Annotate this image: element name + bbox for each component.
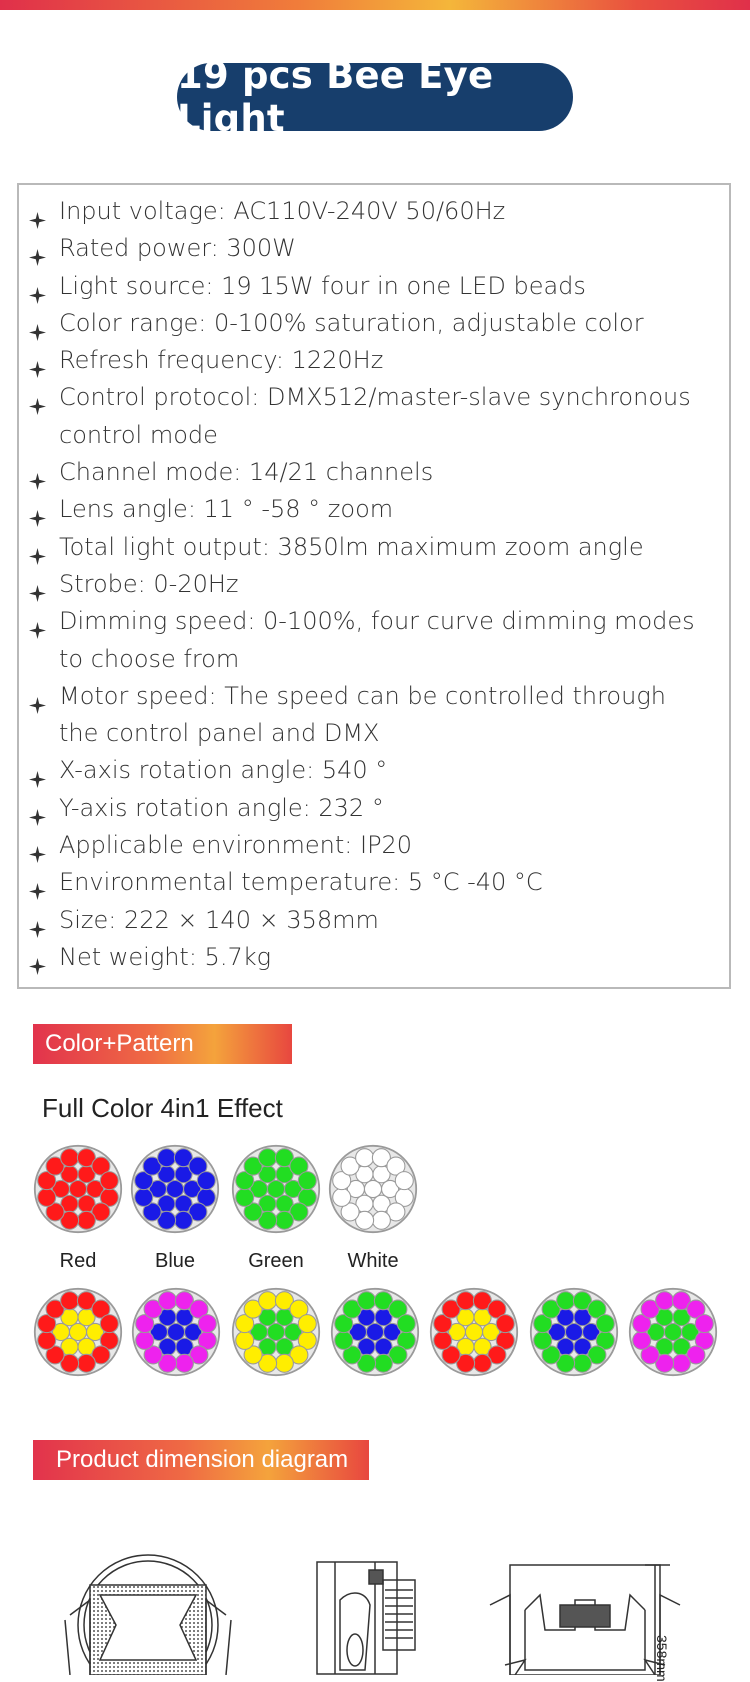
led-bead	[573, 1354, 591, 1372]
spec-text: Dimming speed: 0-100%, four curve dimming modes to choose from	[59, 607, 695, 673]
color-label: Green	[248, 1250, 304, 1272]
spec-item	[19, 454, 729, 491]
color-label: Red	[59, 1250, 97, 1272]
led-pattern-icon	[429, 1287, 519, 1377]
led-bead	[100, 1315, 118, 1333]
led-bead	[565, 1323, 582, 1340]
led-pattern-icon	[330, 1287, 420, 1377]
spec-item	[19, 603, 729, 678]
led-bead	[100, 1172, 118, 1190]
led-bead	[267, 1180, 284, 1197]
led-pattern-icon	[529, 1287, 619, 1377]
led-bead	[695, 1315, 713, 1333]
led-bead	[473, 1354, 491, 1372]
led-array-icon	[33, 1144, 123, 1234]
led-array-icon	[130, 1144, 220, 1234]
spec-item	[19, 902, 729, 939]
led-bead	[496, 1315, 514, 1333]
spec-item	[19, 939, 729, 976]
color-label: Blue	[154, 1250, 196, 1272]
pattern-swatch	[131, 1287, 221, 1377]
spec-item	[19, 379, 729, 454]
four-point-star-icon	[29, 912, 46, 929]
color-swatch-white	[328, 1144, 418, 1234]
spec-text: Control protocol: DMX512/master-slave synchronous control mode	[59, 383, 691, 449]
led-bead	[397, 1315, 415, 1333]
four-point-star-icon	[29, 352, 46, 369]
four-point-star-icon	[29, 539, 46, 556]
pattern-swatch	[429, 1287, 519, 1377]
led-bead	[174, 1211, 192, 1229]
led-bead	[259, 1149, 277, 1167]
spec-item	[19, 491, 729, 528]
led-bead	[77, 1211, 95, 1229]
spec-text: Y-axis rotation angle: 232 °	[59, 793, 384, 822]
spec-text: Strobe: 0-20Hz	[59, 569, 239, 598]
color-swatch-red	[33, 1144, 123, 1234]
four-point-star-icon	[29, 837, 46, 854]
led-bead	[38, 1188, 56, 1206]
led-bead	[298, 1315, 316, 1333]
spec-item	[19, 342, 729, 379]
color-effect-subtitle: Full Color 4in1 Effect	[42, 1093, 283, 1123]
four-point-star-icon	[29, 613, 46, 630]
led-bead	[236, 1331, 254, 1349]
led-bead	[167, 1323, 184, 1340]
led-bead	[298, 1172, 316, 1190]
spec-text: X-axis rotation angle: 540 °	[59, 756, 388, 785]
spec-item	[19, 566, 729, 603]
led-bead	[333, 1188, 351, 1206]
led-bead	[275, 1211, 293, 1229]
led-bead	[166, 1180, 183, 1197]
four-point-star-icon	[29, 576, 46, 593]
led-bead	[135, 1188, 153, 1206]
led-bead	[534, 1331, 552, 1349]
led-bead	[457, 1292, 475, 1310]
led-bead	[633, 1331, 651, 1349]
pattern-swatch	[628, 1287, 718, 1377]
spec-item	[19, 864, 729, 901]
spec-text: Lens angle: 11 ° -58 ° zoom	[59, 495, 394, 524]
four-point-star-icon	[29, 315, 46, 332]
spec-text: Total light output: 3850lm maximum zoom angle	[59, 532, 644, 561]
led-bead	[672, 1354, 690, 1372]
led-bead	[69, 1180, 86, 1197]
spec-item	[19, 790, 729, 827]
spec-item	[19, 827, 729, 864]
spec-text: Input voltage: AC110V-240V 50/60Hz	[59, 197, 506, 225]
four-point-star-icon	[29, 949, 46, 966]
spec-text: Net weight: 5.7kg	[59, 942, 272, 971]
led-array-icon	[328, 1144, 418, 1234]
led-bead	[136, 1331, 154, 1349]
spec-text: Color range: 0-100% saturation, adjustable color	[59, 308, 644, 337]
led-bead	[364, 1180, 381, 1197]
spec-text: Channel mode: 14/21 channels	[59, 458, 434, 487]
led-bead	[465, 1323, 482, 1340]
pattern-swatch	[330, 1287, 420, 1377]
four-point-star-icon	[29, 203, 46, 220]
led-pattern-icon	[131, 1287, 221, 1377]
led-pattern-icon	[33, 1287, 123, 1377]
four-point-star-icon	[29, 800, 46, 817]
spec-list	[19, 185, 729, 976]
spec-item	[19, 230, 729, 267]
led-bead	[159, 1292, 177, 1310]
led-bead	[38, 1331, 56, 1349]
led-bead	[335, 1331, 353, 1349]
led-bead	[434, 1331, 452, 1349]
spec-item	[19, 752, 729, 789]
color-swatch-green	[231, 1144, 321, 1234]
spec-text: Light source: 19 15W four in one LED beads	[59, 271, 586, 300]
spec-box	[17, 183, 731, 989]
led-bead	[197, 1172, 215, 1190]
led-bead	[557, 1292, 575, 1310]
led-bead	[358, 1292, 376, 1310]
dimension-banner: Product dimension diagram	[33, 1440, 369, 1480]
led-bead	[61, 1149, 79, 1167]
spec-text: Size: 222 × 140 × 358mm	[59, 905, 379, 934]
pattern-swatch	[231, 1287, 321, 1377]
spec-item	[19, 305, 729, 342]
led-bead	[175, 1354, 193, 1372]
led-pattern-icon	[231, 1287, 321, 1377]
color-pattern-banner: Color+Pattern	[33, 1024, 292, 1064]
led-bead	[61, 1292, 79, 1310]
spec-text: Environmental temperature: 5 °C -40 °C	[59, 868, 543, 897]
led-bead	[267, 1323, 284, 1340]
led-bead	[236, 1188, 254, 1206]
led-pattern-icon	[628, 1287, 718, 1377]
spec-text: Applicable environment: IP20	[59, 831, 413, 860]
color-label: White	[347, 1250, 399, 1272]
spec-item	[19, 193, 729, 230]
led-array-icon	[231, 1144, 321, 1234]
spec-text: Motor speed: The speed can be controlled through the control panel and DMX	[59, 681, 666, 748]
led-bead	[356, 1149, 374, 1167]
spec-text: Refresh frequency: 1220Hz	[59, 346, 384, 375]
four-point-star-icon	[29, 762, 46, 779]
front-view-diagram	[60, 1545, 235, 1675]
led-bead	[374, 1354, 392, 1372]
spec-item	[19, 529, 729, 566]
led-bead	[275, 1354, 293, 1372]
led-bead	[158, 1149, 176, 1167]
spec-text: Rated power: 300W	[59, 234, 296, 263]
led-bead	[664, 1323, 681, 1340]
pattern-swatch	[529, 1287, 619, 1377]
pattern-swatch	[33, 1287, 123, 1377]
four-point-star-icon	[29, 874, 46, 891]
page-title: 19 pcs Bee Eye Light	[177, 63, 573, 131]
led-bead	[596, 1315, 614, 1333]
four-point-star-icon	[29, 240, 46, 257]
led-bead	[395, 1172, 413, 1190]
four-point-star-icon	[29, 389, 46, 406]
led-bead	[69, 1323, 86, 1340]
spec-item	[19, 268, 729, 305]
four-point-star-icon	[29, 278, 46, 295]
side-view-diagram	[315, 1560, 425, 1675]
height-dimension-label: 358mm	[654, 1635, 670, 1682]
led-bead	[366, 1323, 383, 1340]
led-bead	[198, 1315, 216, 1333]
led-bead	[656, 1292, 674, 1310]
spec-item	[19, 678, 729, 753]
top-gradient-bar	[0, 0, 750, 10]
led-bead	[77, 1354, 95, 1372]
four-point-star-icon	[29, 501, 46, 518]
four-point-star-icon	[29, 688, 46, 705]
led-bead	[372, 1211, 390, 1229]
led-bead	[259, 1292, 277, 1310]
four-point-star-icon	[29, 464, 46, 481]
color-swatch-blue	[130, 1144, 220, 1234]
